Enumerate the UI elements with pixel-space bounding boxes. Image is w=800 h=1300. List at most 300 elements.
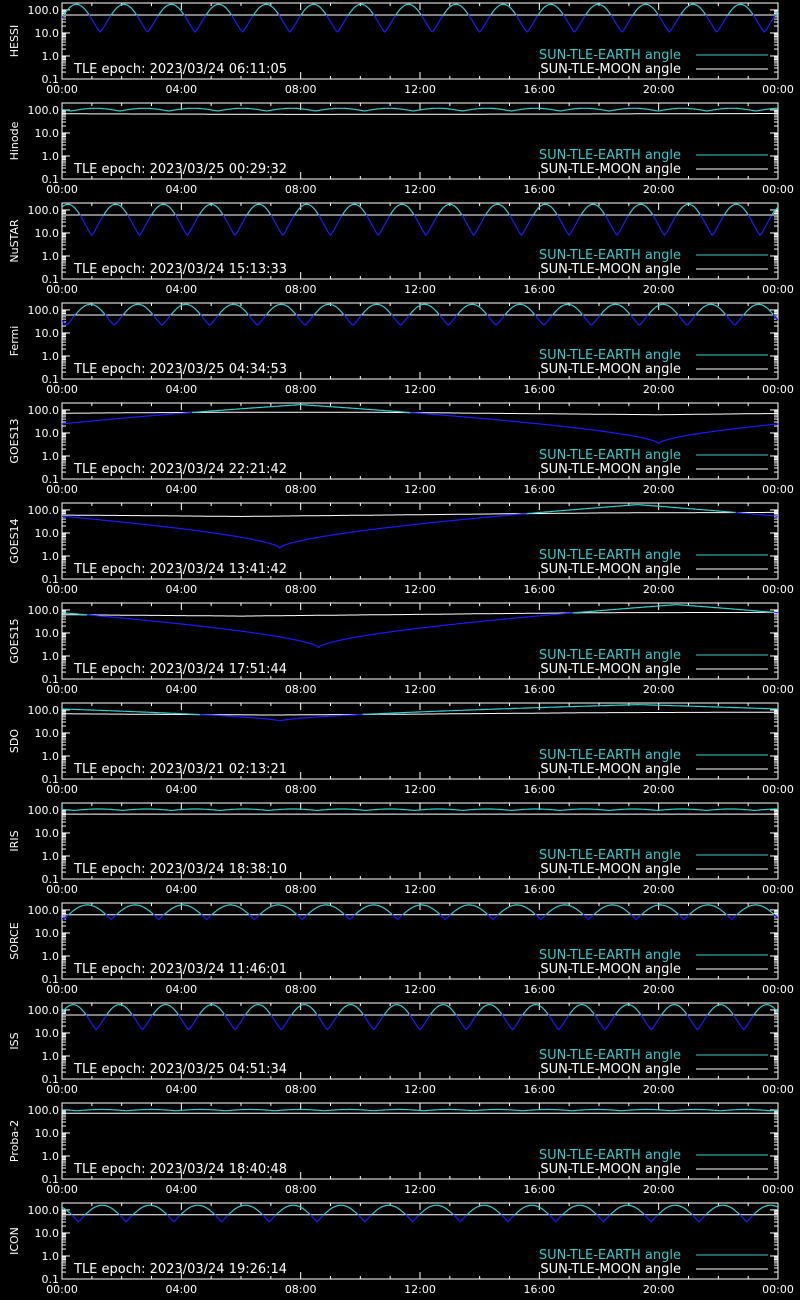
- x-tick-label: 16:00: [523, 383, 556, 396]
- series-sun-tle-earth-line-below: [439, 315, 457, 325]
- tle-epoch-label: TLE epoch: 2023/03/24 11:46:01: [74, 962, 288, 977]
- y-tick-label: 10.0: [34, 1126, 59, 1140]
- series-sun-tle-earth-line-above: [727, 4, 753, 16]
- series-sun-tle-earth-line-above: [676, 204, 700, 216]
- x-tick-label: 08:00: [284, 1283, 317, 1296]
- series-sun-tle-earth-line-below: [358, 1215, 371, 1222]
- series-sun-tle-earth-line-above: [467, 1205, 502, 1215]
- y-tick-label: 0.1: [41, 773, 59, 786]
- y-tick-label: 100.0: [27, 903, 59, 917]
- tle-epoch-label: TLE epoch: 2023/03/24 18:40:48: [74, 1162, 288, 1177]
- series-sun-tle-earth-line-above: [132, 1205, 167, 1215]
- chart-panel-goes15: [8, 603, 794, 696]
- tle-epoch-label: TLE epoch: 2023/03/25 04:34:53: [74, 362, 288, 377]
- x-tick-label: 00:00: [46, 1283, 78, 1296]
- y-axis-label: Fermi: [8, 325, 21, 357]
- x-tick-label: 16:00: [523, 783, 556, 796]
- series-sun-tle-earth-line-above: [538, 4, 564, 16]
- legend-earth-label: SUN-TLE-EARTH angle: [538, 748, 681, 763]
- legend-earth-label: SUN-TLE-EARTH angle: [538, 348, 681, 363]
- series-sun-tle-moon-line: [62, 512, 778, 516]
- y-axis-label: NuSTAR: [8, 219, 21, 263]
- y-tick-label: 10.0: [34, 326, 59, 340]
- x-tick-label: 12:00: [404, 983, 436, 996]
- x-tick-label: 08:00: [284, 683, 317, 696]
- series-sun-tle-earth-line-below: [80, 215, 103, 235]
- series-sun-tle-earth-line-below: [184, 15, 206, 33]
- y-tick-label: 100.0: [27, 503, 59, 517]
- y-tick-label: 0.1: [41, 1073, 59, 1086]
- series-sun-tle-earth-line-above: [569, 1005, 595, 1016]
- series-sun-tle-earth-line-above: [585, 4, 611, 15]
- series-sun-tle-earth-line-above: [490, 4, 516, 15]
- series-sun-tle-earth-line-below: [502, 1014, 523, 1029]
- series-sun-tle-earth-line-below: [137, 15, 159, 32]
- series-sun-tle-earth-line-below: [414, 215, 437, 235]
- series-sun-tle-earth-line-below: [421, 15, 443, 32]
- legend-moon-label: SUN-TLE-MOON angle: [540, 662, 681, 677]
- x-tick-label: 12:00: [404, 1083, 436, 1096]
- x-tick-label: 08:00: [284, 983, 317, 996]
- series-sun-tle-earth-line-above: [632, 4, 658, 16]
- series-sun-tle-earth-line-below: [406, 1215, 419, 1222]
- y-axis-label: IRIS: [8, 830, 21, 852]
- tle-epoch-label: TLE epoch: 2023/03/24 22:21:42: [74, 462, 288, 477]
- x-tick-label: 00:00: [46, 383, 78, 396]
- series-sun-tle-earth-line-above: [69, 905, 106, 915]
- x-tick-label: 08:00: [284, 783, 317, 796]
- series-sun-tle-earth-line-above: [581, 204, 606, 216]
- x-tick-label: 00:00: [762, 1283, 794, 1296]
- y-tick-label: 1.0: [41, 1149, 59, 1163]
- y-tick-label: 100.0: [27, 3, 59, 17]
- series-sun-tle-earth-line-below: [516, 15, 537, 32]
- x-tick-label: 20:00: [642, 483, 675, 496]
- x-tick-label: 00:00: [762, 1083, 794, 1096]
- series-sun-tle-earth-line-above: [314, 304, 344, 315]
- series-sun-tle-earth-line-above: [355, 905, 392, 915]
- x-tick-label: 16:00: [523, 1283, 556, 1296]
- tle-epoch-label: TLE epoch: 2023/03/25 00:29:32: [74, 162, 288, 177]
- series-sun-tle-earth-line-below: [263, 1215, 276, 1222]
- series-sun-tle-earth-line-below: [700, 215, 723, 235]
- x-tick-label: 20:00: [642, 283, 675, 296]
- x-tick-label: 08:00: [284, 1183, 317, 1196]
- x-tick-label: 12:00: [404, 483, 436, 496]
- series-sun-tle-earth-line-above: [600, 304, 630, 315]
- series-sun-tle-earth-line-above: [533, 204, 557, 216]
- legend-moon-label: SUN-TLE-MOON angle: [540, 62, 681, 77]
- series-sun-tle-earth-line-above: [123, 304, 153, 315]
- x-tick-label: 04:00: [165, 283, 198, 296]
- series-sun-tle-earth-line-below: [453, 1215, 466, 1222]
- y-tick-label: 100.0: [27, 403, 59, 417]
- y-tick-label: 100.0: [27, 203, 59, 217]
- series-sun-tle-earth-line-below: [279, 15, 301, 33]
- series-sun-tle-earth-line-above: [199, 204, 224, 216]
- x-tick-label: 04:00: [165, 183, 198, 196]
- x-tick-label: 00:00: [762, 983, 794, 996]
- series-sun-tle-earth-line-below: [153, 315, 171, 325]
- series-sun-tle-earth-line-above: [705, 1205, 740, 1215]
- series-sun-tle-earth-line-above: [246, 204, 270, 216]
- series-sun-tle-earth-line-below: [692, 1215, 705, 1222]
- x-tick-label: 00:00: [762, 483, 794, 496]
- chart-panel-iss: [8, 1003, 794, 1096]
- series-sun-tle-earth-line-below: [271, 215, 294, 235]
- y-axis-label: GOES14: [8, 518, 21, 564]
- y-tick-label: 100.0: [27, 803, 59, 817]
- legend-moon-label: SUN-TLE-MOON angle: [540, 862, 681, 877]
- series-sun-tle-earth-line-above: [546, 905, 583, 915]
- x-tick-label: 20:00: [642, 883, 675, 896]
- chart-panel-sorce: [8, 903, 794, 996]
- series-sun-tle-earth-line-above: [628, 204, 653, 216]
- series-sun-tle-earth-line-below: [223, 215, 246, 235]
- y-axis-label: ISS: [8, 1032, 21, 1050]
- series-sun-tle-earth-line-above: [641, 905, 678, 915]
- series-sun-tle-earth-line-below: [128, 215, 151, 235]
- y-tick-label: 100.0: [27, 703, 59, 717]
- x-tick-label: 00:00: [46, 183, 78, 196]
- y-tick-label: 10.0: [34, 1026, 59, 1040]
- y-tick-label: 1.0: [41, 649, 59, 663]
- x-tick-label: 20:00: [642, 683, 675, 696]
- y-tick-label: 1.0: [41, 449, 59, 463]
- series-sun-tle-moon-line: [62, 612, 778, 616]
- series-sun-tle-earth-line-below: [326, 15, 348, 32]
- x-tick-label: 04:00: [165, 983, 198, 996]
- x-tick-label: 00:00: [762, 1183, 794, 1196]
- legend-moon-label: SUN-TLE-MOON angle: [540, 262, 681, 277]
- legend-moon-label: SUN-TLE-MOON angle: [540, 1062, 681, 1077]
- series-sun-tle-earth-line-below: [363, 1015, 383, 1030]
- series-sun-tle-earth-line-below: [72, 1215, 85, 1222]
- series-sun-tle-earth-line-above: [523, 1005, 549, 1016]
- chart-panel-hinode: [8, 103, 794, 196]
- chart-panel-proba-2: [8, 1103, 794, 1196]
- y-tick-label: 0.1: [41, 1273, 59, 1286]
- legend-earth-label: SUN-TLE-EARTH angle: [538, 48, 681, 63]
- tle-epoch-label: TLE epoch: 2023/03/24 19:26:14: [74, 1262, 288, 1277]
- series-sun-tle-earth-line-below: [740, 1215, 753, 1222]
- x-tick-label: 20:00: [642, 183, 675, 196]
- series-sun-tle-earth-line-above: [253, 4, 279, 16]
- series-sun-tle-earth-line-below: [167, 1215, 180, 1222]
- x-tick-label: 04:00: [165, 483, 198, 496]
- y-tick-label: 1.0: [41, 1249, 59, 1263]
- legend-moon-label: SUN-TLE-MOON angle: [540, 1262, 681, 1277]
- series-sun-tle-earth-line-below: [678, 315, 696, 325]
- y-tick-label: 10.0: [34, 826, 59, 840]
- series-sun-tle-earth-line-below: [344, 315, 362, 325]
- series-sun-tle-earth-line-above: [228, 1205, 263, 1215]
- x-tick-label: 16:00: [523, 1183, 556, 1196]
- tle-epoch-label: TLE epoch: 2023/03/25 04:51:34: [74, 1062, 288, 1077]
- x-tick-label: 04:00: [165, 783, 198, 796]
- x-tick-label: 00:00: [46, 683, 78, 696]
- series-sun-tle-earth-line-above: [276, 1205, 311, 1215]
- series-sun-tle-earth-line-above: [158, 4, 184, 16]
- series-sun-tle-earth-line-above: [384, 1005, 410, 1016]
- series-sun-tle-earth-line-above: [708, 1005, 734, 1016]
- x-tick-label: 16:00: [523, 883, 556, 896]
- series-sun-tle-earth-line-above: [594, 905, 631, 915]
- series-sun-tle-earth-line-below: [687, 1014, 708, 1029]
- x-tick-label: 04:00: [165, 683, 198, 696]
- series-sun-tle-earth-line-above: [106, 1005, 132, 1016]
- x-tick-label: 04:00: [165, 883, 198, 896]
- legend-moon-label: SUN-TLE-MOON angle: [540, 462, 681, 477]
- tle-epoch-label: TLE epoch: 2023/03/24 15:13:33: [74, 262, 288, 277]
- series-sun-tle-earth-line-above: [307, 905, 344, 915]
- x-tick-label: 20:00: [642, 1083, 675, 1096]
- y-tick-label: 1.0: [41, 749, 59, 763]
- x-tick-label: 00:00: [762, 583, 794, 596]
- x-tick-label: 08:00: [284, 583, 317, 596]
- x-tick-label: 16:00: [523, 983, 556, 996]
- series-sun-tle-earth-line-above: [648, 304, 678, 315]
- series-sun-tle-earth-line-above: [390, 204, 414, 216]
- y-tick-label: 1.0: [41, 249, 59, 263]
- legend-earth-label: SUN-TLE-EARTH angle: [538, 848, 681, 863]
- chart-panel-sdo: [8, 703, 794, 796]
- series-sun-tle-earth-line-below: [748, 215, 771, 235]
- series-sun-tle-earth-line-below: [535, 315, 553, 325]
- series-sun-tle-earth-line-above: [658, 1205, 693, 1215]
- x-tick-label: 08:00: [284, 283, 317, 296]
- legend-earth-label: SUN-TLE-EARTH angle: [538, 148, 681, 163]
- series-sun-tle-earth-line-below: [175, 215, 198, 235]
- x-tick-label: 00:00: [762, 183, 794, 196]
- x-tick-label: 00:00: [46, 483, 78, 496]
- x-tick-label: 12:00: [404, 183, 436, 196]
- legend-moon-label: SUN-TLE-MOON angle: [540, 562, 681, 577]
- series-sun-tle-earth-line-below: [87, 613, 573, 648]
- chart-panel-icon: [8, 1203, 794, 1296]
- x-tick-label: 00:00: [762, 83, 794, 96]
- x-tick-label: 16:00: [523, 183, 556, 196]
- y-tick-label: 100.0: [27, 1203, 59, 1217]
- y-axis-label: GOES13: [8, 418, 21, 464]
- y-tick-label: 0.1: [41, 673, 59, 686]
- series-sun-tle-earth-line-above: [180, 1205, 215, 1215]
- x-tick-label: 04:00: [165, 83, 198, 96]
- y-tick-label: 0.1: [41, 273, 59, 286]
- y-tick-label: 0.1: [41, 473, 59, 486]
- y-tick-label: 10.0: [34, 26, 59, 40]
- x-tick-label: 16:00: [523, 283, 556, 296]
- series-sun-tle-earth-line-above: [485, 204, 510, 216]
- x-tick-label: 00:00: [762, 683, 794, 696]
- series-sun-tle-earth-line-above: [615, 1005, 641, 1016]
- series-sun-tle-earth-line-below: [86, 1015, 106, 1030]
- series-sun-tle-earth-line-above: [153, 1005, 179, 1016]
- x-tick-label: 16:00: [523, 83, 556, 96]
- y-tick-label: 100.0: [27, 303, 59, 317]
- series-sun-tle-earth-line-below: [391, 315, 409, 325]
- y-tick-label: 10.0: [34, 426, 59, 440]
- series-sun-tle-earth-line-above: [696, 304, 726, 315]
- series-sun-tle-earth-line-below: [549, 1215, 562, 1222]
- legend-earth-label: SUN-TLE-EARTH angle: [538, 648, 681, 663]
- x-tick-label: 12:00: [404, 1183, 436, 1196]
- x-tick-label: 00:00: [46, 1083, 78, 1096]
- series-sun-tle-earth-line-below: [178, 1015, 198, 1030]
- series-sun-tle-earth-line-above: [562, 1205, 597, 1215]
- series-sun-tle-earth-line-below: [468, 15, 490, 33]
- series-sun-tle-earth-line-below: [644, 1215, 657, 1222]
- series-sun-tle-earth-line-above: [362, 304, 392, 315]
- series-sun-tle-earth-line-above: [212, 905, 249, 915]
- x-tick-label: 12:00: [404, 883, 436, 896]
- series-sun-tle-earth-line-above: [689, 905, 726, 915]
- y-tick-label: 1.0: [41, 49, 59, 63]
- x-tick-label: 20:00: [642, 1183, 675, 1196]
- series-sun-tle-earth-line-below: [62, 413, 192, 424]
- y-axis-label: HESSI: [8, 24, 21, 58]
- x-tick-label: 00:00: [46, 983, 78, 996]
- series-sun-tle-earth-line-above: [661, 1005, 687, 1016]
- x-tick-label: 12:00: [404, 83, 436, 96]
- x-tick-label: 20:00: [642, 583, 675, 596]
- series-sun-tle-earth-line-below: [215, 1215, 228, 1222]
- series-sun-tle-earth-line-above: [610, 1205, 645, 1215]
- x-tick-label: 00:00: [762, 883, 794, 896]
- y-axis-label: Proba-2: [8, 1119, 21, 1163]
- series-sun-tle-earth-line-below: [224, 1014, 245, 1029]
- x-tick-label: 16:00: [523, 483, 556, 496]
- legend-earth-label: SUN-TLE-EARTH angle: [538, 1248, 681, 1263]
- tle-epoch-label: TLE epoch: 2023/03/21 02:13:21: [74, 762, 288, 777]
- series-sun-tle-earth-line-below: [200, 315, 218, 325]
- series-sun-tle-earth-line-above: [342, 204, 367, 216]
- series-sun-tle-earth-line-above: [737, 905, 774, 915]
- series-sun-tle-earth-line-below: [456, 1015, 476, 1030]
- series-sun-tle-earth-line-above: [437, 204, 462, 216]
- y-tick-label: 100.0: [27, 1103, 59, 1117]
- series-sun-tle-earth-line-below: [557, 215, 580, 235]
- x-tick-label: 00:00: [46, 283, 78, 296]
- series-sun-tle-earth-line-above: [111, 4, 137, 15]
- series-sun-tle-earth-line-below: [62, 514, 527, 549]
- x-tick-label: 00:00: [762, 783, 794, 796]
- series-sun-tle-earth-line-above: [245, 1005, 271, 1016]
- series-sun-tle-earth-line-below: [317, 1014, 338, 1029]
- chart-panel-goes14: [8, 503, 794, 596]
- series-sun-tle-earth-line-above: [724, 204, 749, 216]
- y-tick-label: 0.1: [41, 173, 59, 186]
- x-tick-label: 08:00: [284, 183, 317, 196]
- legend-earth-label: SUN-TLE-EARTH angle: [538, 1048, 681, 1063]
- series-sun-tle-earth-line-below: [563, 15, 585, 33]
- series-sun-tle-earth-line-below: [248, 315, 266, 325]
- series-sun-tle-earth-line-above: [338, 1005, 364, 1016]
- y-tick-label: 1.0: [41, 149, 59, 163]
- series-sun-tle-earth-line-above: [151, 204, 176, 216]
- legend-moon-label: SUN-TLE-MOON angle: [540, 762, 681, 777]
- series-sun-tle-earth-line-above: [85, 1205, 120, 1215]
- y-tick-label: 100.0: [27, 603, 59, 617]
- chart-panel-hessi: [8, 3, 794, 96]
- series-sun-tle-earth-line-above: [457, 304, 487, 315]
- tle-epoch-label: TLE epoch: 2023/03/24 18:38:10: [74, 862, 288, 877]
- tle-epoch-label: TLE epoch: 2023/03/24 17:51:44: [74, 662, 288, 677]
- series-sun-tle-earth-line-below: [366, 215, 389, 235]
- x-tick-label: 12:00: [404, 283, 436, 296]
- series-sun-tle-earth-line-below: [119, 1215, 132, 1222]
- x-tick-label: 00:00: [46, 583, 78, 596]
- y-tick-label: 100.0: [27, 1003, 59, 1017]
- series-sun-tle-earth-line-below: [641, 1015, 661, 1030]
- series-sun-tle-earth-line-above: [573, 605, 775, 613]
- y-axis-label: Hinode: [8, 121, 21, 161]
- chart-panel-nustar: [8, 203, 794, 296]
- y-tick-label: 1.0: [41, 549, 59, 563]
- series-sun-tle-earth-line-above: [192, 405, 410, 413]
- tle-epoch-label: TLE epoch: 2023/03/24 06:11:05: [74, 62, 288, 77]
- y-tick-label: 10.0: [34, 926, 59, 940]
- x-tick-label: 08:00: [284, 383, 317, 396]
- series-sun-tle-earth-line-below: [89, 15, 111, 33]
- legend-earth-label: SUN-TLE-EARTH angle: [538, 448, 681, 463]
- series-sun-tle-earth-line-above: [199, 1005, 225, 1016]
- series-sun-tle-earth-line-above: [403, 905, 440, 915]
- series-sun-tle-earth-line-below: [105, 315, 123, 325]
- x-tick-label: 20:00: [642, 783, 675, 796]
- legend-earth-label: SUN-TLE-EARTH angle: [538, 1148, 681, 1163]
- series-sun-tle-earth-line-below: [582, 315, 600, 325]
- x-tick-label: 04:00: [165, 1183, 198, 1196]
- y-tick-label: 1.0: [41, 1049, 59, 1063]
- x-tick-label: 08:00: [284, 883, 317, 896]
- legend-moon-label: SUN-TLE-MOON angle: [540, 362, 681, 377]
- series-sun-tle-earth-line-above: [206, 4, 232, 15]
- y-axis-label: ICON: [8, 1227, 21, 1255]
- y-tick-label: 0.1: [41, 973, 59, 986]
- series-sun-tle-earth-line-below: [296, 315, 314, 325]
- y-tick-label: 0.1: [41, 1173, 59, 1186]
- x-tick-label: 12:00: [404, 683, 436, 696]
- x-tick-label: 08:00: [284, 83, 317, 96]
- x-tick-label: 12:00: [404, 583, 436, 596]
- y-tick-label: 100.0: [27, 103, 59, 117]
- series-sun-tle-earth-line-below: [605, 215, 628, 235]
- series-sun-tle-earth-line-above: [396, 4, 422, 15]
- series-sun-tle-earth-line-above: [450, 905, 487, 915]
- series-sun-tle-moon-line: [62, 114, 778, 115]
- y-tick-label: 1.0: [41, 849, 59, 863]
- series-sun-tle-earth-line-below: [597, 1215, 610, 1222]
- chart-panel-goes13: [8, 403, 794, 496]
- series-sun-tle-earth-line-above: [294, 204, 319, 216]
- series-sun-tle-earth-line-above: [680, 4, 706, 15]
- series-sun-tle-earth-line-below: [706, 15, 728, 32]
- series-sun-tle-earth-line-below: [374, 15, 396, 33]
- x-tick-label: 20:00: [642, 383, 675, 396]
- series-sun-tle-earth-line-below: [726, 315, 744, 325]
- x-tick-label: 16:00: [523, 683, 556, 696]
- x-tick-label: 00:00: [762, 283, 794, 296]
- x-tick-label: 20:00: [642, 983, 675, 996]
- series-sun-tle-earth-line-below: [501, 1215, 514, 1222]
- series-sun-tle-earth-line-below: [271, 1015, 291, 1030]
- x-tick-label: 04:00: [165, 383, 198, 396]
- y-tick-label: 0.1: [41, 573, 59, 586]
- series-sun-tle-earth-line-above: [348, 4, 374, 16]
- series-sun-tle-earth-line-above: [63, 4, 89, 16]
- y-tick-label: 0.1: [41, 73, 59, 86]
